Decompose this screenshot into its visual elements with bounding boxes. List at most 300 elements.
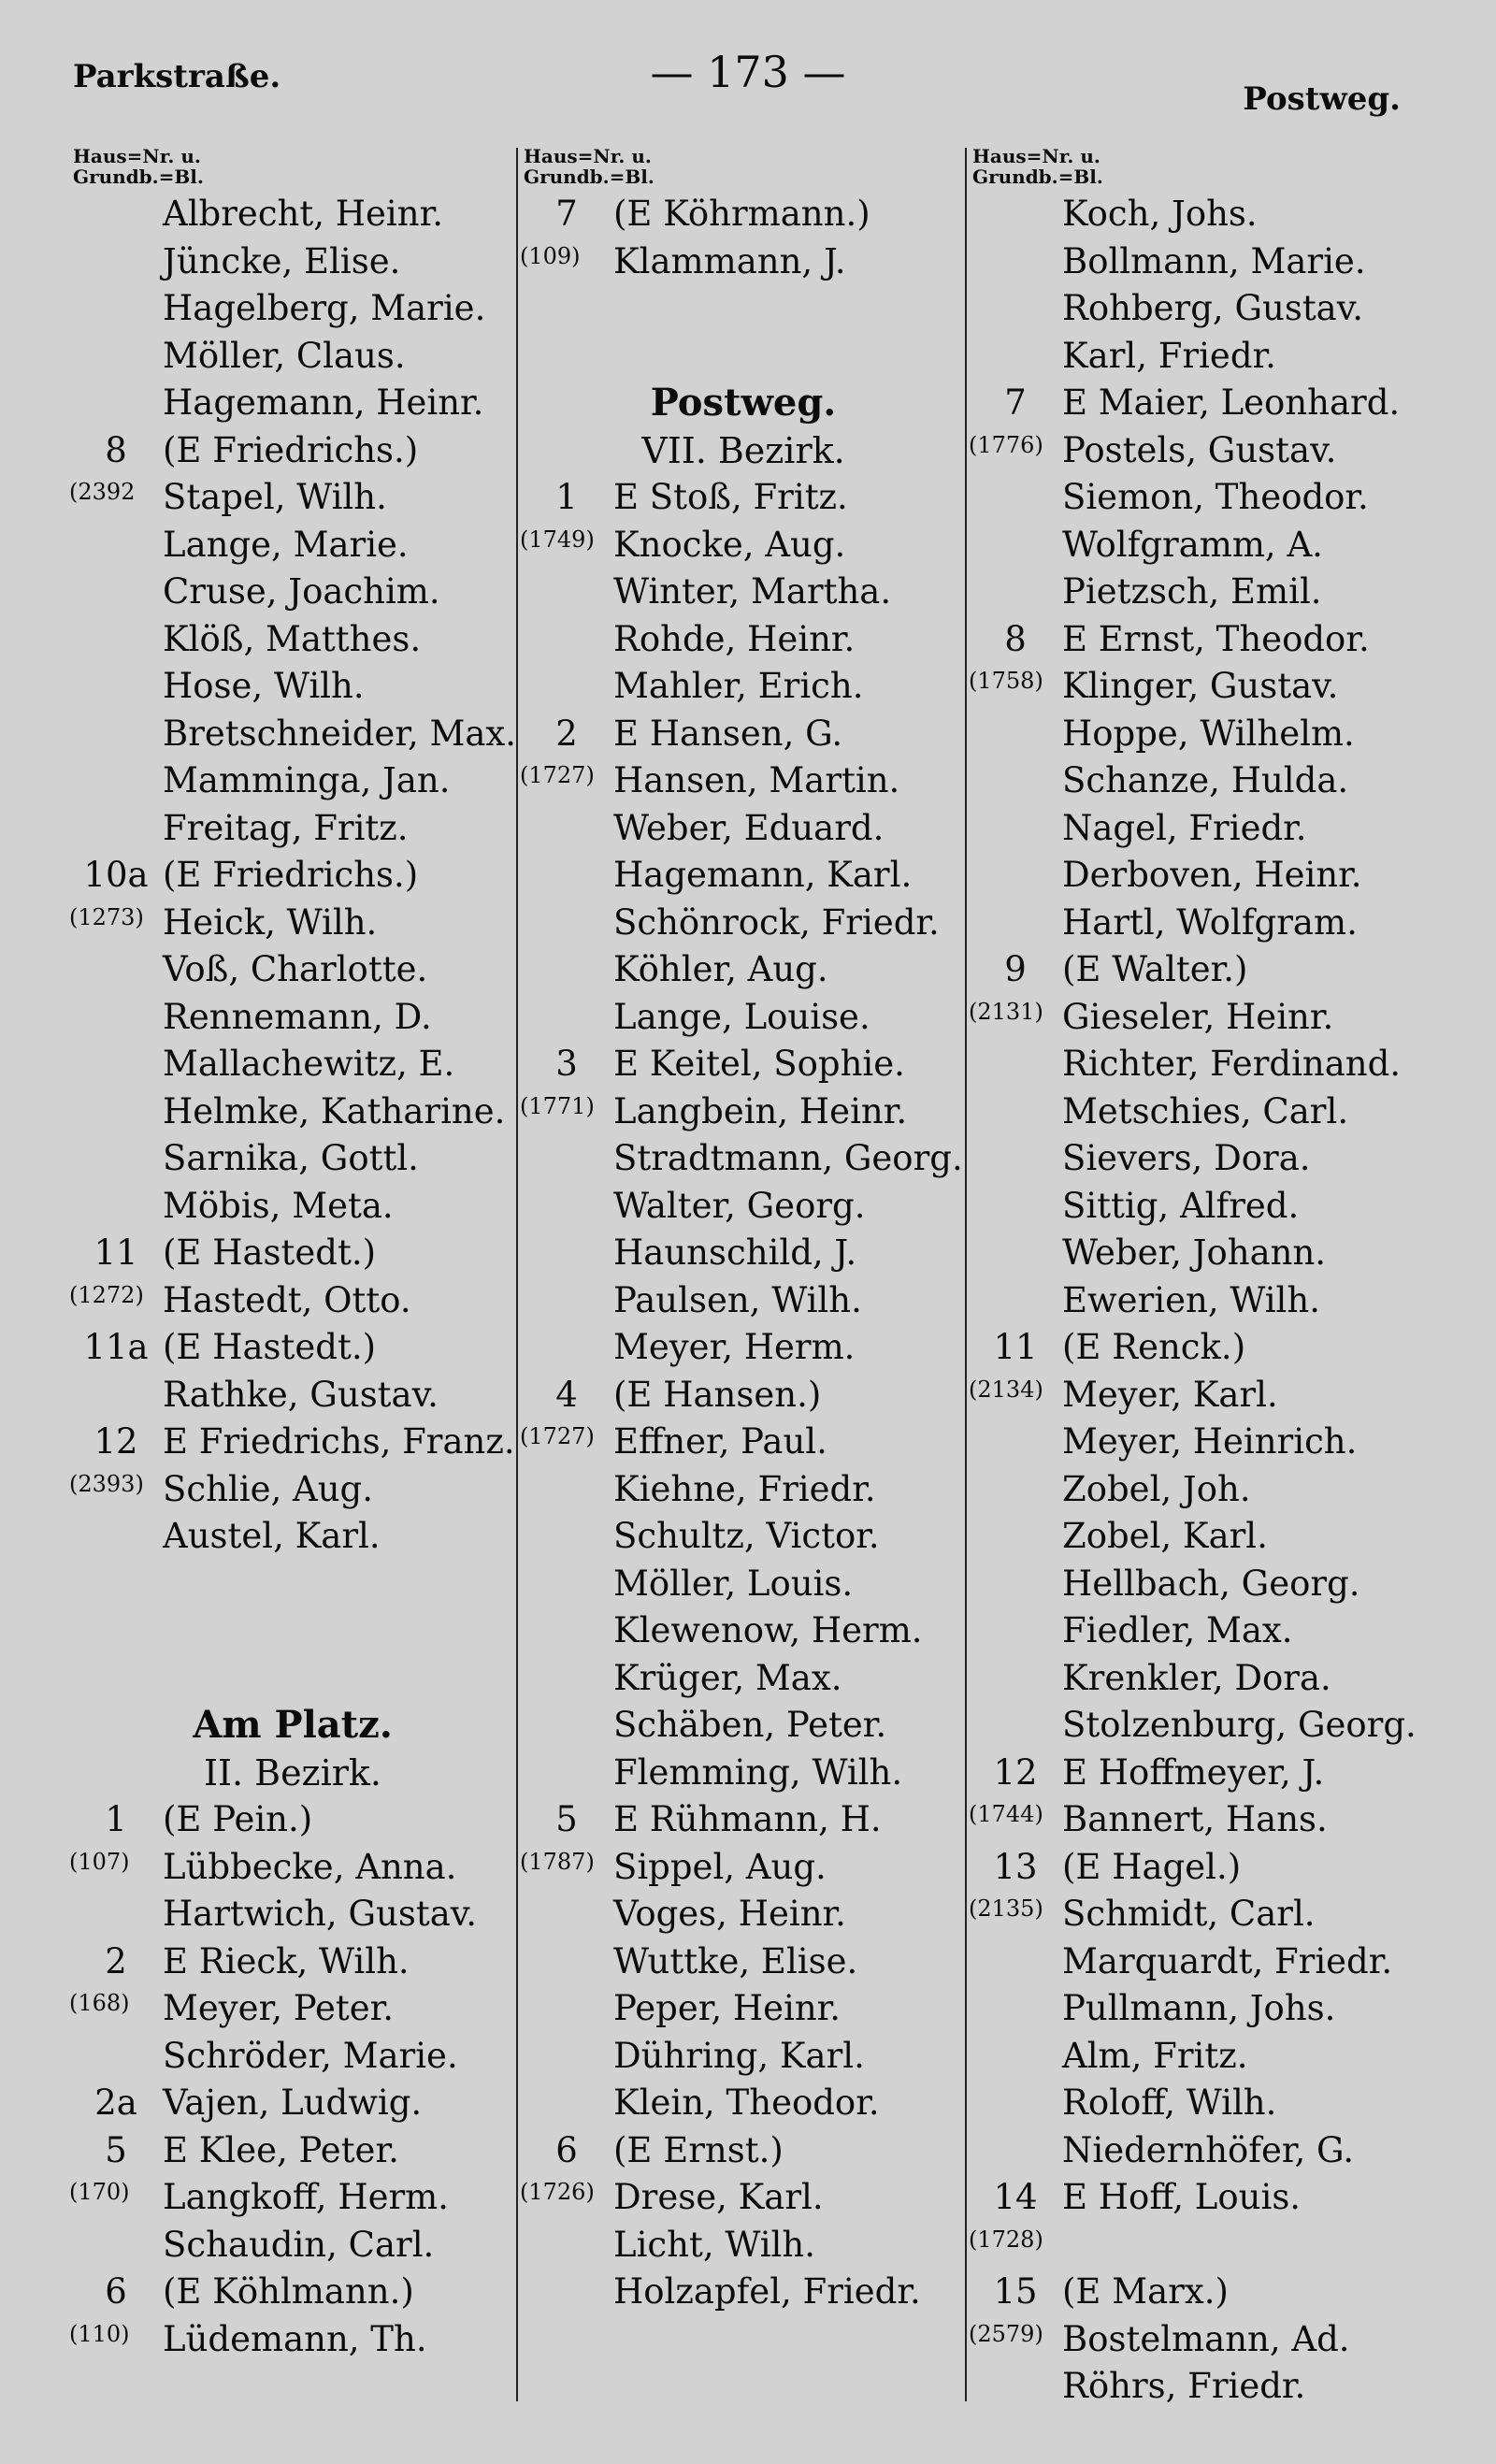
resident-name: Nagel, Friedr. (1062, 807, 1307, 848)
house-number: 8 (1004, 618, 1027, 659)
column-3 (969, 145, 1421, 2411)
resident-name: Niedernhöfer, G. (1062, 2129, 1355, 2170)
directory-entry (69, 1844, 512, 1892)
directory-entry (520, 1088, 963, 1136)
spacer (73, 1607, 512, 1655)
directory-entry (972, 1702, 1421, 1750)
house-number: 5 (555, 1799, 578, 1839)
directory-entry (972, 1183, 1421, 1231)
resident-name: E Rieck, Wilh. (163, 1940, 410, 1981)
house-number: 12 (993, 1751, 1038, 1793)
grundbuch-number: (109) (520, 242, 581, 269)
resident-name: Meyer, Peter. (163, 1988, 395, 2028)
directory-entry (524, 1277, 963, 1325)
directory-entry (73, 757, 512, 805)
resident-name: Sittig, Alfred. (1062, 1185, 1300, 1226)
resident-name: Rohberg, Gustav. (1062, 288, 1364, 328)
column-divider (516, 148, 518, 2401)
column-2 (520, 145, 963, 2316)
directory-entry (520, 757, 963, 805)
resident-name: Schröder, Marie. (163, 2035, 458, 2076)
directory-entry (972, 380, 1421, 427)
resident-name: Mallachewitz, E. (163, 1044, 455, 1084)
house-number: 11 (993, 1327, 1038, 1367)
directory-entry (524, 1891, 963, 1938)
directory-entry (73, 1419, 515, 1466)
directory-entry (73, 711, 517, 758)
house-number: 7 (555, 194, 578, 234)
resident-name: Schmidt, Carl. (1062, 1894, 1316, 1934)
resident-name: Lübbecke, Anna. (163, 1846, 457, 1887)
resident-name: (E Friedrichs.) (163, 429, 419, 470)
grundbuch-number: (107) (69, 1848, 130, 1875)
resident-name: Winter, Martha. (613, 571, 892, 612)
house-number: 10a (83, 855, 149, 895)
directory-entry (524, 1607, 963, 1655)
district-label: VII. Bezirk. (641, 429, 845, 471)
house-number: 1 (555, 477, 578, 517)
directory-entry (972, 1655, 1421, 1703)
resident-name: Klein, Theodor. (613, 2082, 880, 2123)
directory-entry (73, 1891, 512, 1938)
directory-entry (972, 1750, 1421, 1797)
resident-name: Drese, Karl. (613, 2177, 824, 2217)
resident-name: Marquardt, Friedr. (1062, 1940, 1393, 1981)
directory-entry (972, 1041, 1421, 1088)
directory-entry (524, 474, 963, 522)
directory-entry (73, 1513, 512, 1561)
directory-entry (73, 1041, 512, 1088)
resident-name: Weber, Johann. (1062, 1232, 1327, 1273)
resident-name: Lange, Louise. (613, 996, 870, 1037)
resident-name: Zobel, Joh. (1062, 1468, 1251, 1509)
resident-name: Hagemann, Heinr. (163, 382, 484, 423)
directory-entry (524, 191, 963, 238)
resident-name: Jüncke, Elise. (163, 240, 401, 281)
running-head-left: Parkstraße. (73, 58, 281, 95)
directory-entry (972, 1561, 1421, 1608)
resident-name: Walter, Georg. (613, 1185, 866, 1226)
directory-entry (69, 1985, 512, 2033)
spacer (73, 1561, 512, 1608)
resident-name: (E Walter.) (1062, 949, 1248, 989)
resident-name: Vajen, Ludwig. (163, 2082, 423, 2123)
directory-entry (524, 2269, 963, 2316)
resident-name: Bostelmann, Ad. (1062, 2318, 1350, 2359)
house-number: 6 (555, 2129, 578, 2170)
resident-name: (E Ernst.) (613, 2129, 784, 2170)
resident-name: Cruse, Joachim. (163, 571, 440, 612)
directory-entry (524, 805, 963, 853)
grundbuch-number: (168) (69, 1990, 130, 2016)
directory-entry (969, 1372, 1421, 1419)
directory-entry (972, 1844, 1421, 1892)
resident-name: (E Renck.) (1062, 1327, 1246, 1367)
grundbuch-number: (170) (69, 2179, 130, 2205)
directory-entry (972, 1230, 1421, 1277)
grundbuch-number: (110) (69, 2320, 130, 2347)
house-number: 9 (1004, 949, 1027, 989)
directory-entry (972, 333, 1421, 381)
directory-entry (972, 1277, 1421, 1325)
grundbuch-number: (1728) (969, 2226, 1043, 2253)
resident-name: (E Hastedt.) (163, 1232, 377, 1273)
directory-entry (969, 2222, 1421, 2269)
resident-name: Knocke, Aug. (613, 524, 846, 565)
directory-entry (73, 569, 512, 616)
house-number: 14 (993, 2177, 1038, 2217)
directory-entry (524, 1985, 963, 2033)
resident-name: (E Marx.) (1062, 2271, 1229, 2312)
directory-entry (969, 1796, 1421, 1844)
directory-entry (969, 1891, 1421, 1938)
directory-entry (69, 2316, 512, 2364)
resident-name: Rathke, Gustav. (163, 1374, 439, 1415)
directory-entry (972, 805, 1421, 853)
directory-entry (524, 1702, 963, 1750)
directory-entry (524, 1655, 963, 1703)
resident-name: (E Pein.) (163, 1799, 313, 1839)
directory-entry (972, 900, 1421, 947)
directory-entry (524, 994, 963, 1042)
grundbuch-number: (1726) (520, 2179, 595, 2205)
resident-name: E Klee, Peter. (163, 2129, 399, 2170)
house-number: 6 (105, 2271, 127, 2312)
resident-name: Möller, Claus. (163, 335, 406, 376)
resident-name: Stapel, Wilh. (163, 477, 387, 517)
resident-name: Alm, Fritz. (1062, 2035, 1248, 2076)
street-title: Postweg. (650, 381, 837, 425)
resident-name: Sarnika, Gottl. (163, 1138, 419, 1178)
resident-name: E Friedrichs, Franz. (163, 1421, 515, 1462)
resident-name: Wolfgramm, A. (1062, 524, 1323, 565)
resident-name: Langbein, Heinr. (613, 1090, 908, 1131)
directory-entry (73, 1372, 512, 1419)
directory-entry (524, 1750, 963, 1797)
resident-name: Austel, Karl. (163, 1516, 381, 1556)
resident-name: Hagemann, Karl. (613, 855, 913, 895)
resident-name: Haunschild, J. (613, 1232, 857, 1273)
directory-entry (73, 1183, 512, 1231)
resident-name: Mahler, Erich. (613, 666, 864, 706)
grundbuch-number: (2131) (969, 998, 1043, 1025)
column-1 (69, 145, 517, 2363)
directory-entry (524, 2222, 963, 2269)
directory-entry (969, 663, 1421, 711)
resident-name: Albrecht, Heinr. (163, 194, 443, 234)
resident-name: Zobel, Karl. (1062, 1516, 1268, 1556)
grundbuch-number: (1776) (969, 431, 1043, 458)
resident-name: Möbis, Meta. (163, 1185, 394, 1226)
directory-entry (972, 2127, 1421, 2175)
grundbuch-number: (2579) (969, 2320, 1043, 2347)
house-number: 11 (94, 1232, 138, 1273)
directory-entry (972, 191, 1421, 238)
resident-name: Hartl, Wolfgram. (1062, 901, 1358, 943)
directory-entry (524, 711, 963, 758)
resident-name: Karl, Friedr. (1062, 335, 1276, 376)
resident-name: Langkoff, Herm. (163, 2177, 450, 2217)
resident-name: Krüger, Max. (613, 1657, 842, 1698)
resident-name: E Hansen, G. (613, 713, 843, 754)
directory-entry (73, 1938, 512, 1986)
directory-entry (73, 805, 512, 853)
directory-entry (972, 852, 1421, 900)
resident-name: Hose, Wilh. (163, 666, 365, 706)
resident-name: Meyer, Heinrich. (1062, 1421, 1358, 1462)
directory-entry (972, 2174, 1421, 2222)
directory-entry (73, 946, 512, 994)
directory-entry (969, 2316, 1421, 2364)
resident-name: E Hoff, Louis. (1062, 2177, 1302, 2217)
directory-entry (972, 757, 1421, 805)
grundbuch-number: (2135) (969, 1895, 1043, 1922)
grundbuch-number: (2134) (969, 1376, 1043, 1403)
resident-name: Rennemann, D. (163, 996, 432, 1037)
grundbuch-number: (1758) (969, 668, 1043, 694)
resident-name: Hellbach, Georg. (1062, 1563, 1360, 1604)
resident-name: Richter, Ferdinand. (1062, 1044, 1402, 1084)
directory-entry (73, 2222, 512, 2269)
directory-entry (69, 1277, 512, 1325)
directory-entry (524, 1372, 963, 1419)
resident-name: Postels, Gustav. (1062, 429, 1337, 470)
directory-entry (524, 946, 963, 994)
directory-entry (972, 1513, 1421, 1561)
directory-entry (73, 427, 512, 475)
resident-name: Dühring, Karl. (613, 2035, 865, 2076)
resident-name: Effner, Paul. (613, 1421, 827, 1462)
directory-entry (73, 1230, 512, 1277)
house-number: 1 (105, 1799, 127, 1839)
directory-entry (972, 2269, 1421, 2316)
directory-entry (73, 2033, 512, 2081)
directory-entry (73, 2269, 512, 2316)
resident-name: Licht, Wilh. (613, 2224, 815, 2265)
resident-name: Stradtmann, Georg. (613, 1138, 963, 1178)
column-head: Haus=Nr. u. Grundb.=Bl. (972, 145, 1103, 188)
resident-name: Siemon, Theodor. (1062, 477, 1369, 517)
column-head: Haus=Nr. u. Grundb.=Bl. (73, 145, 204, 188)
resident-name: Derboven, Heinr. (1062, 855, 1362, 895)
resident-name: Koch, Johs. (1062, 194, 1258, 234)
directory-entry (73, 1324, 512, 1372)
resident-name: Köhler, Aug. (613, 949, 828, 989)
resident-name: E Rühmann, H. (613, 1799, 882, 1839)
grundbuch-number: (1787) (520, 1848, 595, 1875)
directory-entry (520, 522, 963, 569)
directory-entry (73, 852, 512, 900)
house-number: 2 (555, 713, 578, 754)
resident-name: (E Hagel.) (1062, 1846, 1242, 1887)
directory-entry (524, 1135, 963, 1183)
directory-entry (69, 2174, 512, 2222)
directory-entry (520, 238, 963, 286)
grundbuch-number: (2392 (69, 479, 136, 505)
resident-name: Holzapfel, Friedr. (613, 2271, 921, 2312)
resident-name: Sippel, Aug. (613, 1846, 827, 1887)
grundbuch-number: (1771) (520, 1092, 595, 1119)
resident-name: (E Hansen.) (613, 1374, 822, 1415)
column-divider (965, 148, 967, 2401)
directory-entry (73, 994, 512, 1042)
directory-entry (972, 1324, 1421, 1372)
directory-entry (972, 2080, 1421, 2127)
directory-entry (972, 1088, 1421, 1136)
spacer (524, 285, 963, 333)
directory-entry (972, 616, 1421, 664)
directory-entry (972, 1466, 1421, 1514)
directory-entry (73, 333, 512, 381)
resident-name: Roloff, Wilh. (1062, 2082, 1277, 2123)
house-number: 5 (105, 2129, 127, 2170)
resident-name: E Maier, Leonhard. (1062, 382, 1401, 423)
directory-entry (524, 852, 963, 900)
resident-name: Hagelberg, Marie. (163, 288, 486, 328)
resident-name: Hoppe, Wilhelm. (1062, 713, 1355, 754)
resident-name: Rohde, Heinr. (613, 618, 856, 659)
directory-entry (524, 616, 963, 664)
resident-name: Schaudin, Carl. (163, 2224, 435, 2265)
directory-entry (73, 2080, 512, 2127)
resident-name: Fiedler, Max. (1062, 1610, 1293, 1650)
grundbuch-number: (1727) (520, 1423, 595, 1449)
grundbuch-number: (1749) (520, 526, 595, 553)
directory-entry (524, 1561, 963, 1608)
resident-name: Hansen, Martin. (613, 760, 900, 800)
directory-entry (972, 569, 1421, 616)
resident-name: Lüdemann, Th. (163, 2318, 427, 2359)
directory-entry (969, 994, 1421, 1042)
resident-name: Metschies, Carl. (1062, 1090, 1349, 1131)
house-number: 4 (555, 1374, 578, 1415)
resident-name: Pullmann, Johs. (1062, 1988, 1336, 2028)
house-number: 12 (94, 1421, 138, 1462)
directory-entry (524, 900, 963, 947)
directory-entry (524, 1466, 963, 1514)
directory-entry (524, 1513, 963, 1561)
directory-entry (524, 1796, 963, 1844)
resident-name: Paulsen, Wilh. (613, 1279, 862, 1320)
house-number: 15 (993, 2271, 1038, 2312)
resident-name: Sievers, Dora. (1062, 1138, 1311, 1178)
directory-entry (520, 2174, 963, 2222)
resident-name: Schultz, Victor. (613, 1516, 880, 1556)
directory-entry (69, 474, 512, 522)
resident-name: Hartwich, Gustav. (163, 1894, 478, 1934)
resident-name: Klinger, Gustav. (1062, 666, 1339, 706)
house-number: 13 (993, 1846, 1038, 1887)
resident-name: (E Hastedt.) (163, 1327, 377, 1367)
directory-entry (69, 1466, 512, 1514)
resident-name: Schönrock, Friedr. (613, 901, 940, 943)
directory-entry (73, 1088, 512, 1136)
grundbuch-number: (1273) (69, 903, 144, 930)
resident-name: Voges, Heinr. (613, 1894, 846, 1934)
resident-name: Wuttke, Elise. (613, 1940, 858, 1981)
spacer (73, 1655, 512, 1703)
directory-entry (524, 1230, 963, 1277)
street-title: Am Platz. (193, 1703, 393, 1747)
directory-entry (73, 380, 512, 427)
resident-name: Heick, Wilh. (163, 901, 378, 943)
directory-entry (972, 946, 1421, 994)
resident-name: Helmke, Katharine. (163, 1090, 506, 1131)
district-label: II. Bezirk. (203, 1751, 382, 1794)
resident-name: Klewenow, Herm. (613, 1610, 923, 1650)
resident-name: Meyer, Karl. (1062, 1374, 1278, 1415)
directory-entry (73, 285, 512, 333)
resident-name: Pietzsch, Emil. (1062, 571, 1322, 612)
resident-name: Schlie, Aug. (163, 1468, 373, 1509)
directory-entry (524, 1324, 963, 1372)
directory-entry (972, 238, 1421, 286)
resident-name: (E Köhlmann.) (163, 2271, 414, 2312)
grundbuch-number: (1744) (969, 1801, 1043, 1827)
directory-entry (524, 663, 963, 711)
directory-entry (972, 1419, 1421, 1466)
house-number: 2 (105, 1940, 127, 1981)
resident-name: Schanze, Hulda. (1062, 760, 1349, 800)
directory-entry (972, 1938, 1421, 1986)
page-number: — 173 — (650, 47, 846, 97)
resident-name: Klammann, J. (613, 240, 846, 281)
directory-entry (73, 1135, 512, 1183)
directory-entry (972, 1135, 1421, 1183)
resident-name: Voß, Charlotte. (163, 949, 428, 989)
directory-entry (972, 2033, 1421, 2081)
directory-entry (520, 1844, 963, 1892)
resident-name: Kiehne, Friedr. (613, 1468, 876, 1509)
house-number: 8 (105, 429, 127, 470)
directory-entry (524, 1183, 963, 1231)
directory-entry (972, 285, 1421, 333)
directory-entry (524, 2033, 963, 2081)
resident-name: Ewerien, Wilh. (1062, 1279, 1320, 1320)
resident-name: (E Friedrichs.) (163, 855, 419, 895)
directory-entry (73, 522, 512, 569)
house-number: 7 (1004, 382, 1027, 423)
resident-name: E Stoß, Fritz. (613, 477, 848, 517)
directory-entry (73, 663, 512, 711)
resident-name: Röhrs, Friedr. (1062, 2366, 1306, 2406)
directory-entry (524, 1938, 963, 1986)
directory-entry (73, 2127, 512, 2175)
spacer (524, 333, 963, 381)
resident-name: Lange, Marie. (163, 524, 409, 565)
resident-name: Gieseler, Heinr. (1062, 996, 1334, 1037)
resident-name: Schäben, Peter. (613, 1705, 887, 1745)
directory-entry (972, 474, 1421, 522)
resident-name: Hastedt, Otto. (163, 1279, 411, 1320)
resident-name: Mamminga, Jan. (163, 760, 451, 800)
resident-name: Möller, Louis. (613, 1563, 854, 1604)
directory-entry (972, 522, 1421, 569)
resident-name: Stolzenburg, Georg. (1062, 1705, 1417, 1745)
resident-name: Weber, Eduard. (613, 807, 885, 848)
resident-name: Klöß, Matthes. (163, 618, 422, 659)
directory-entry (520, 1419, 963, 1466)
directory-entry (972, 2363, 1421, 2411)
directory-entry (524, 2127, 963, 2175)
resident-name: Krenkler, Dora. (1062, 1657, 1331, 1698)
directory-entry (972, 711, 1421, 758)
resident-name: Flemming, Wilh. (613, 1751, 903, 1793)
resident-name: E Keitel, Sophie. (613, 1044, 905, 1084)
house-number: 3 (555, 1044, 578, 1084)
directory-entry (972, 1607, 1421, 1655)
resident-name: Bollmann, Marie. (1062, 240, 1366, 281)
